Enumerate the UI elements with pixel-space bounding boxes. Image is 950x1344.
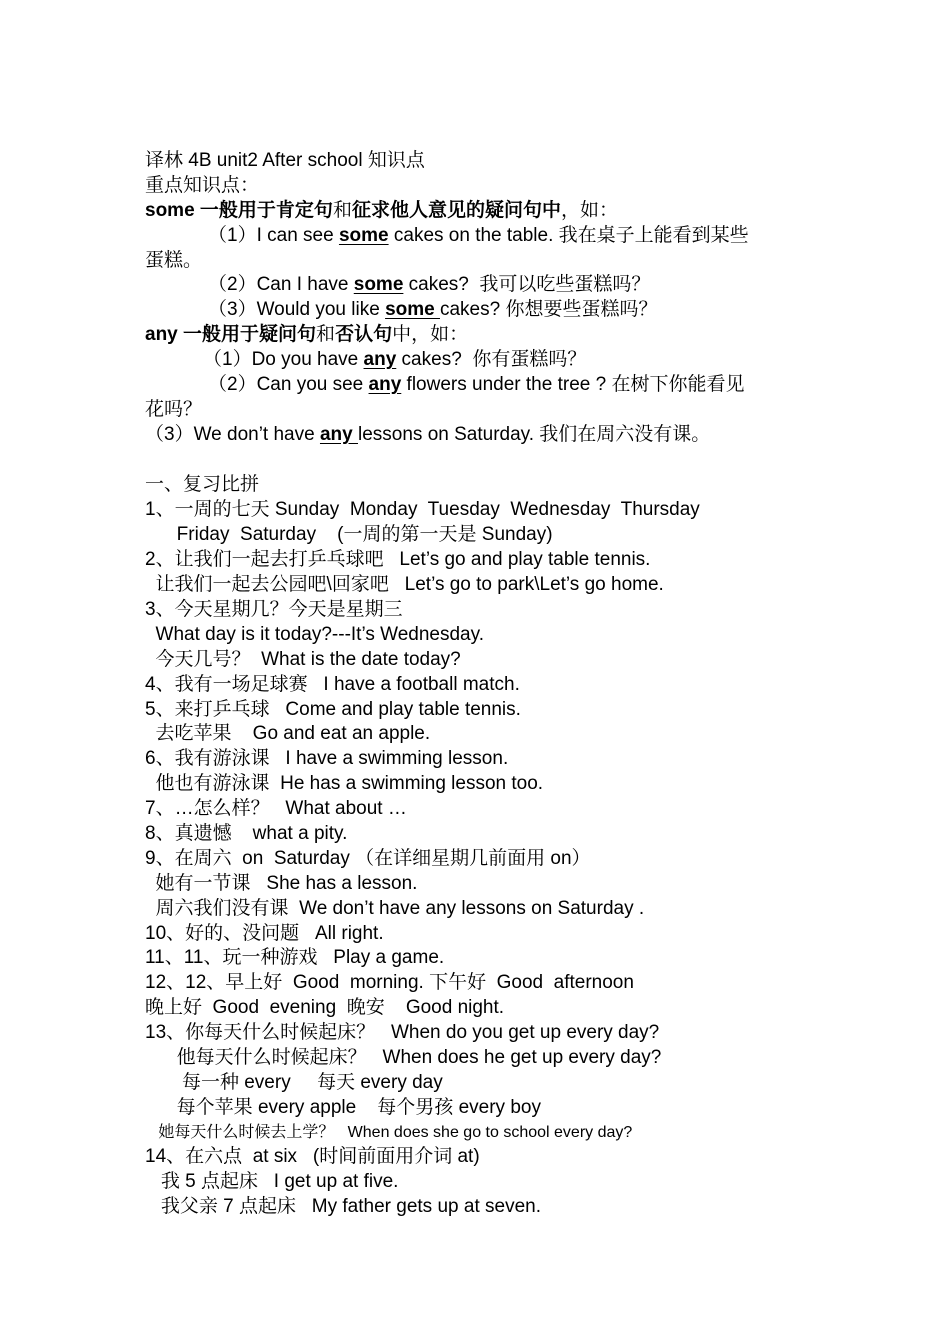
some-ex3-pre: （3）Would you like [208,299,386,320]
list-item: 3、今天星期几？今天是星期三 [145,599,403,620]
any-intro-c: 和 [316,324,336,345]
list-item: 10、好的、没问题 All right. [145,923,384,944]
list-item: 她每天什么时候去上学？ When does she go to school every day? [145,1124,633,1141]
any-ex2-pre: （2）Can you see [208,374,369,395]
any-ex3-post: lessons on Saturday. 我们在周六没有课。 [358,424,711,445]
list-item: 晚上好 Good evening 晚安 Good night. [145,997,505,1018]
some-intro-d: 征求他人意见的疑问句中 [351,200,561,221]
list-item: 他每天什么时候起床？ When does he get up every day? [145,1047,662,1068]
any-example-3 [145,422,710,447]
some-intro-b: 肯定句 [275,200,333,221]
some-intro-e: ，如： [560,200,618,221]
any-ex3-pre: （3）We don’t have [145,424,320,445]
list-item: 每一种 every 每天 every day [145,1072,443,1093]
list-item: 6、我有游泳课 I have a swimming lesson. [145,748,509,769]
some-example-1 [208,223,749,248]
any-example-1 [203,347,586,372]
some-ex2-pre: （2）Can I have [208,274,354,295]
list-item: 每个苹果 every apple 每个男孩 every boy [145,1097,541,1118]
list-item: 我父亲 7 点起床 My father gets up at seven. [145,1196,541,1217]
any-intro-a: any 一般用于 [145,324,260,345]
any-ex3-keyword: any [319,424,358,445]
some-ex3-keyword: some [385,299,440,320]
some-intro-a: some 一般用于 [145,200,276,221]
some-ex2-keyword: some [353,274,404,295]
any-intro-b: 疑问句 [259,324,317,345]
list-item: 他也有游泳课 He has a swimming lesson too. [145,773,544,794]
any-example-2-cont: 花吗？ [145,399,203,420]
some-intro [145,198,618,223]
some-example-3 [208,297,657,322]
list-item: 13、你每天什么时候起床？ When do you get up every day? [145,1022,660,1043]
doc-title: 译林 4B unit2 After school 知识点 [145,150,425,171]
some-ex1-pre: （1）I can see [208,225,339,246]
list-item: 7、…怎么样？ What about … [145,798,407,819]
section-title: 一、复习比拼 [145,474,260,495]
list-item: Friday Saturday (一周的第一天是 Sunday) [145,524,553,545]
list-item: 5、来打乒乓球 Come and play table tennis. [145,699,521,720]
some-ex2-post: cakes? 我可以吃些蛋糕吗？ [403,274,651,295]
any-ex2-post: flowers under the tree ? 在树下你能看见 [401,374,745,395]
some-example-2 [208,272,650,297]
any-intro [145,322,468,347]
any-intro-d: 否认句 [335,324,393,345]
list-item: 她有一节课 She has a lesson. [145,873,418,894]
list-item: 9、在周六 on Saturday （在详细星期几前面用 on） [145,848,591,869]
list-item: 去吃苹果 Go and eat an apple. [145,723,431,744]
some-ex1-keyword: some [338,225,389,246]
list-item: 1、一周的七天 Sunday Monday Tuesday Wednesday Thursday [145,499,700,520]
list-item: 11、11、玩一种游戏 Play a game. [145,947,445,968]
some-ex1-post: cakes on the table. 我在桌子上能看到某些 [388,225,749,246]
any-intro-e: 中，如： [392,324,469,345]
list-item: 让我们一起去公园吧\回家吧 Let’s go to park\Let’s go home. [145,574,664,595]
list-item: 今天几号？ What is the date today? [145,649,461,670]
list-item: 4、我有一场足球赛 I have a football match. [145,674,520,695]
any-example-2 [208,372,744,397]
list-item: 14、在六点 at six (时间前面用介词 at) [145,1146,480,1167]
list-item: 8、真遗憾 what a pity. [145,823,348,844]
list-item: 我 5 点起床 I get up at five. [145,1171,399,1192]
doc-heading: 重点知识点： [145,175,260,196]
some-ex3-post: cakes? 你想要些蛋糕吗？ [439,299,658,320]
some-intro-c: 和 [332,200,352,221]
list-item: 周六我们没有课 We don’t have any lessons on Saturday . [145,898,645,919]
any-ex1-pre: （1）Do you have [203,349,364,370]
list-item: 12、12、早上好 Good morning. 下午好 Good afternoon [145,972,634,993]
any-ex1-post: cakes? 你有蛋糕吗？ [396,349,587,370]
some-example-1-cont: 蛋糕。 [145,250,203,271]
any-ex2-keyword: any [368,374,402,395]
list-item: What day is it today?---It’s Wednesday. [145,624,484,645]
list-item: 2、让我们一起去打乒乓球吧 Let’s go and play table tennis. [145,549,651,570]
any-ex1-keyword: any [363,349,397,370]
